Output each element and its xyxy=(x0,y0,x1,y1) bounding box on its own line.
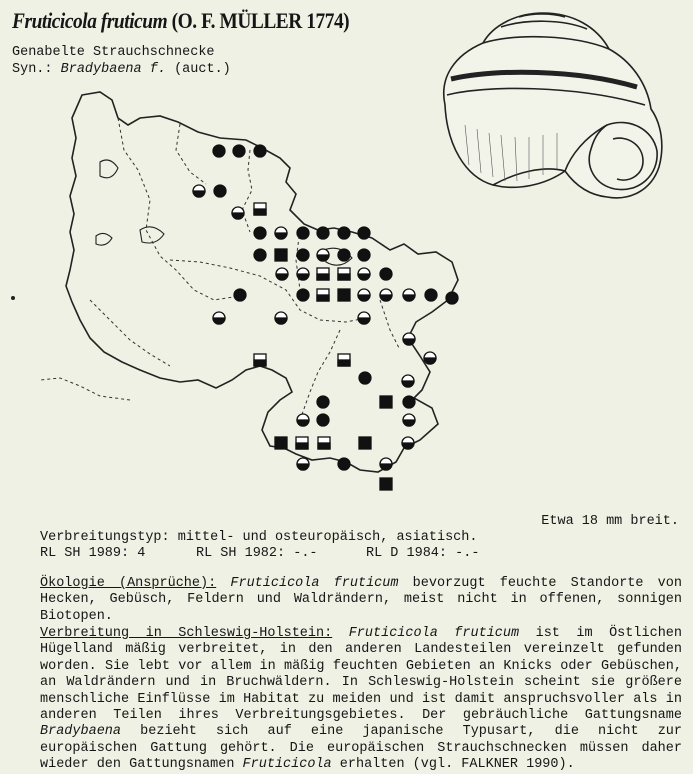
shell-illustration xyxy=(425,5,680,210)
spread-text-1: ist im Östlichen Hügelland mäßig verbreitet, in den anderen Landesteilen vereinzelt gefunden worden. Sie lebt vor allem in mäßig feuchten Gebieten an Knicks oder Gebüschen, an Waldrändern und in Bruchwäldern. In Schleswig-Holstein scheint sie größere menschliche Einflüsse im Habitat zu meiden und ist damit anspruchsvoller als in anderen Teilen ihres Verbreitungsgebietes. Der gebräuchliche Gattungsname xyxy=(40,626,682,724)
spread-species: Fruticicola fruticum xyxy=(348,626,520,641)
red-list-sh-1982: RL SH 1982: -.- xyxy=(196,546,318,561)
spread-heading: Verbreitung in Schleswig-Holstein: xyxy=(40,626,333,641)
synonym-suffix: (auct.) xyxy=(174,62,231,77)
spread-paragraph xyxy=(40,626,682,774)
distribution-type: Verbreitungstyp: mittel- und osteuropäisch, asiatisch. xyxy=(40,530,478,545)
synonym-line xyxy=(12,62,231,77)
ecology-paragraph xyxy=(40,576,682,625)
red-list-d-1984: RL D 1984: -.- xyxy=(366,546,480,561)
distribution-map xyxy=(0,80,480,500)
spread-text-2: bezieht sich auf eine japanische Typusart, die nicht zur europäischen Gattung gehört. Die europäischen Strauchschnecken müssen daher wieder den Gattungsnamen xyxy=(40,724,682,773)
synonym-prefix: Syn.: xyxy=(12,62,53,77)
ecology-text: bevorzugt feuchte Standorte von Hecken, Gebüsch, Feldern und Waldrändern, meist nicht in offenen, sonnigen Biotopen. xyxy=(40,576,682,624)
species-name: Fruticicola fruticum xyxy=(12,8,168,33)
ecology-species: Fruticicola fruticum xyxy=(230,576,399,591)
species-author: (O. F. MÜLLER 1774) xyxy=(171,8,350,33)
size-note: Etwa 18 mm breit. xyxy=(541,514,679,529)
red-list-sh-1989: RL SH 1989: 4 xyxy=(40,546,146,561)
spread-text-3: erhalten (vgl. FALKNER 1990). xyxy=(331,757,575,773)
spread-genus-2: Fruticicola xyxy=(242,757,332,773)
spread-genus-1: Bradybaena xyxy=(40,724,122,740)
common-name: Genabelte Strauchschnecke xyxy=(12,45,215,60)
synonym-name: Bradybaena f. xyxy=(60,62,166,77)
ecology-heading: Ökologie (Ansprüche): xyxy=(40,576,217,591)
species-title xyxy=(12,8,349,34)
